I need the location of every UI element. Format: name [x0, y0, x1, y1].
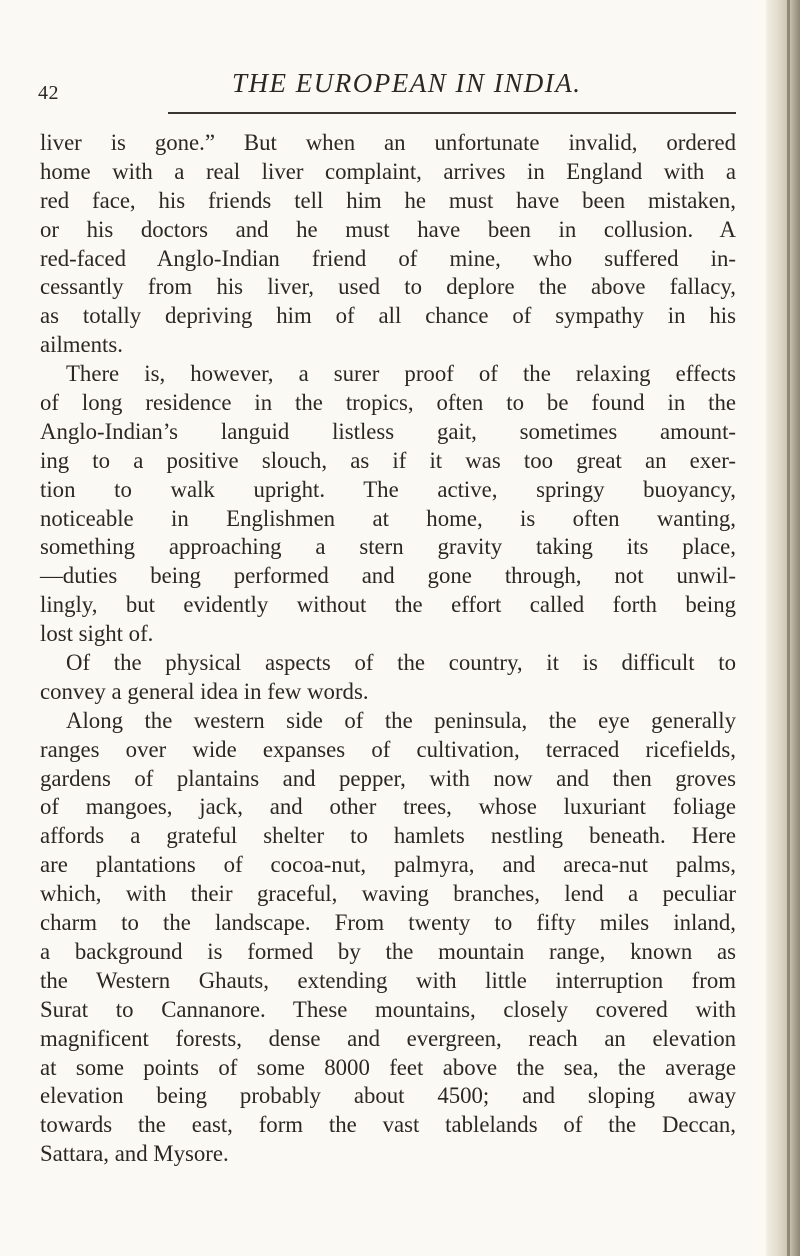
text-line: of long residence in the tropics, often to be found in the: [40, 390, 736, 416]
text-line: noticeable in Englishmen at home, is often wanting,: [40, 505, 736, 531]
text-line: towards the east, form the vast tablelands of the Deccan,: [40, 1112, 736, 1138]
text-line: as totally depriving him of all chance of sympathy in his: [40, 303, 736, 329]
text-line: red face, his friends tell him he must have been mistaken,: [40, 187, 736, 213]
body-text: [40, 129, 736, 1169]
text-line: lingly, but evidently without the effort called forth being: [40, 592, 736, 618]
text-line: gardens of plantains and pepper, with now and then groves: [40, 765, 736, 791]
text-line: the Western Ghauts, extending with little interruption from: [40, 967, 736, 993]
text-line: magnificent forests, dense and evergreen, reach an elevation: [40, 1025, 736, 1051]
text-line: something approaching a stern gravity taking its place,: [40, 534, 736, 560]
text-line: Sattara, and Mysore.: [40, 1141, 229, 1167]
page-edge-shadow: [766, 0, 800, 1256]
text-line: elevation being probably about 4500; and sloping away: [40, 1083, 736, 1109]
text-line: which, with their graceful, waving branches, lend a peculiar: [40, 881, 736, 907]
text-line: or his doctors and he must have been in collusion. A: [40, 216, 736, 242]
text-line: Along the western side of the peninsula, the eye generally: [66, 707, 736, 733]
page-number: 42: [38, 82, 59, 104]
text-line: liver is gone.” But when an unfortunate invalid, ordered: [40, 130, 736, 155]
text-line: convey a general idea in few words.: [40, 678, 369, 704]
text-line: Of the physical aspects of the country, it is difficult to: [66, 650, 736, 676]
text-line: at some points of some 8000 feet above the sea, the average: [40, 1054, 736, 1080]
text-line: of mangoes, jack, and other trees, whose luxuriant foliage: [40, 794, 736, 820]
text-line: a background is formed by the mountain range, known as: [40, 938, 736, 964]
running-title: THE EUROPEAN IN INDIA.: [232, 68, 582, 98]
binding-edge: [787, 0, 790, 1256]
text-line: —duties being performed and gone through, not unwil-: [40, 563, 736, 589]
text-line: affords a grateful shelter to hamlets nestling beneath. Here: [40, 823, 736, 849]
text-line: red-faced Anglo-Indian friend of mine, who suffered in-: [40, 245, 736, 271]
text-line: are plantations of cocoa-nut, palmyra, and areca-nut palms,: [40, 852, 736, 878]
text-line: ranges over wide expanses of cultivation, terraced ricefields,: [40, 736, 736, 762]
text-line: There is, however, a surer proof of the relaxing effects: [66, 361, 736, 387]
text-line: cessantly from his liver, used to deplore the above fallacy,: [40, 274, 736, 300]
text-line: ailments.: [40, 332, 123, 358]
text-line: home with a real liver complaint, arrives in England with a: [40, 158, 736, 184]
text-line: tion to walk upright. The active, springy buoyancy,: [40, 476, 736, 502]
text-line: Anglo-Indian’s languid listless gait, sometimes amount-: [40, 418, 736, 444]
text-line: lost sight of.: [40, 621, 154, 647]
header-rule: [168, 112, 736, 114]
text-line: Surat to Cannanore. These mountains, closely covered with: [40, 996, 736, 1022]
text-line: ing to a positive slouch, as if it was too great an exer-: [40, 447, 736, 473]
text-line: charm to the landscape. From twenty to fifty miles inland,: [40, 910, 736, 936]
